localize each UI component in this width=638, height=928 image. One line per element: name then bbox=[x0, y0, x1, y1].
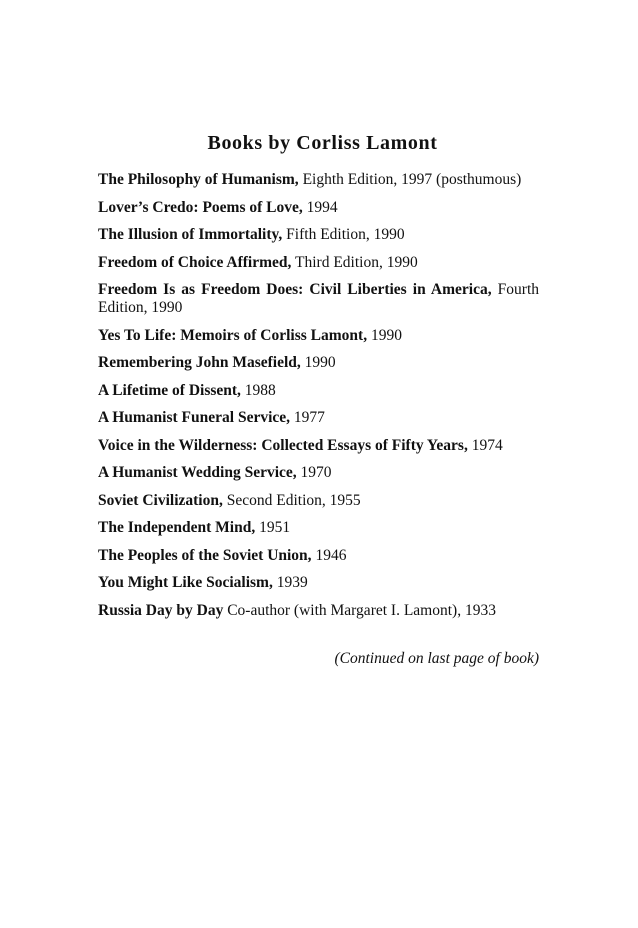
book-list bbox=[98, 171, 539, 620]
book-entry bbox=[98, 409, 539, 427]
book-entry bbox=[98, 226, 539, 244]
book-entry bbox=[98, 281, 539, 317]
book-details: Fifth Edition, 1990 bbox=[286, 226, 405, 243]
book-details: 1974 bbox=[471, 436, 503, 454]
book-entry bbox=[98, 354, 539, 372]
book-title: Yes To Life: Memoirs of Corliss Lamont, bbox=[98, 326, 368, 344]
book-entry bbox=[98, 547, 539, 565]
book-entry bbox=[98, 574, 539, 592]
book-entry bbox=[98, 199, 539, 217]
book-entry bbox=[98, 382, 539, 400]
book-title: Lover’s Credo: Poems of Love, bbox=[98, 198, 303, 216]
book-title: The Independent Mind, bbox=[98, 519, 256, 536]
book-title: Russia Day by Day bbox=[98, 601, 224, 619]
book-details: 1946 bbox=[315, 546, 347, 564]
book-title: Soviet Civilization, bbox=[98, 491, 223, 509]
book-details: 1994 bbox=[306, 198, 338, 216]
page-title: Books by Corliss Lamont bbox=[207, 132, 438, 154]
book-entry bbox=[98, 171, 539, 189]
book-title: A Humanist Funeral Service, bbox=[98, 409, 291, 426]
book-title: Voice in the Wilderness: Collected Essays of Fifty Years, bbox=[98, 436, 468, 454]
book-details: 1988 bbox=[244, 381, 276, 399]
book-title: Freedom of Choice Affirmed, bbox=[98, 253, 292, 271]
book-details: Eighth Edition, 1997 (posthumous) bbox=[302, 171, 522, 188]
book-list-page bbox=[98, 132, 539, 668]
book-title: Remembering John Masefield, bbox=[98, 354, 301, 371]
book-entry bbox=[98, 602, 539, 620]
book-entry bbox=[98, 437, 539, 455]
book-title: You Might Like Socialism, bbox=[98, 574, 273, 591]
book-title: The Peoples of the Soviet Union, bbox=[98, 546, 312, 564]
book-details: 1990 bbox=[370, 326, 402, 344]
book-title: The Illusion of Immortality, bbox=[98, 226, 283, 243]
book-entry bbox=[98, 464, 539, 482]
book-entry bbox=[98, 492, 539, 510]
book-details: 1990 bbox=[304, 354, 336, 371]
book-details: Co-author (with Margaret I. Lamont), 1933 bbox=[227, 601, 496, 619]
book-details: Fourth Edition, 1990 bbox=[98, 281, 539, 316]
continued-note: (Continued on last page of book) bbox=[334, 649, 539, 667]
book-details: Third Edition, 1990 bbox=[295, 253, 418, 271]
book-title: A Lifetime of Dissent, bbox=[98, 381, 241, 399]
book-details: 1951 bbox=[259, 519, 291, 536]
book-details: Second Edition, 1955 bbox=[226, 491, 361, 509]
book-details: 1939 bbox=[276, 574, 308, 591]
book-title: The Philosophy of Humanism, bbox=[98, 171, 299, 188]
book-entry bbox=[98, 254, 539, 272]
book-details: 1977 bbox=[293, 409, 325, 426]
book-title: A Humanist Wedding Service, bbox=[98, 464, 297, 481]
book-details: 1970 bbox=[300, 464, 332, 481]
book-entry bbox=[98, 519, 539, 537]
book-entry bbox=[98, 327, 539, 345]
book-title: Freedom Is as Freedom Does: Civil Liberties in America, bbox=[98, 281, 492, 298]
